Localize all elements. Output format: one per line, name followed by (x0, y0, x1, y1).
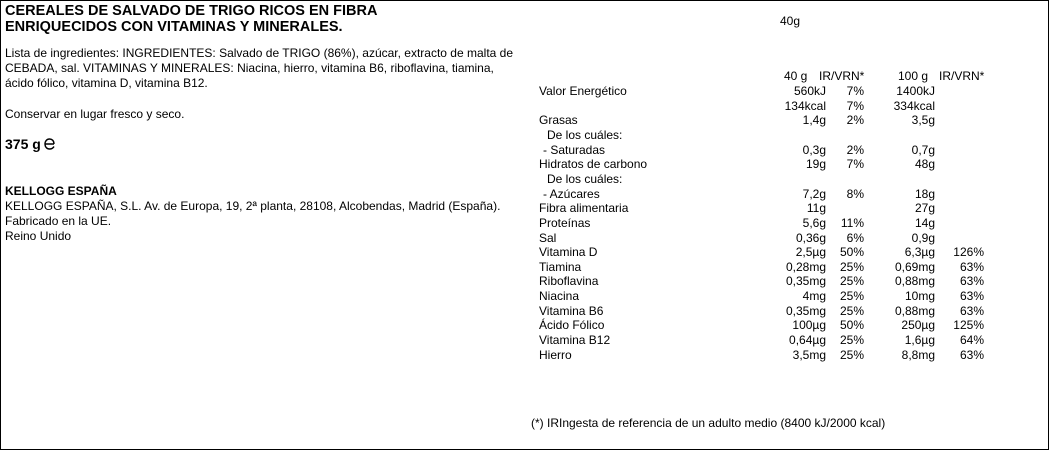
nutrition-row (0, 245, 1049, 259)
nutrient-label: Vitamina B6 (539, 303, 604, 318)
ir-per-40g: 25% (839, 333, 864, 348)
nutrient-label: Grasas (539, 113, 578, 128)
value-per-100g: 250µg (901, 318, 935, 333)
nutrition-row (0, 289, 1049, 303)
nutrient-label: Valor Energético (539, 84, 627, 98)
ir-per-100g: 63% (959, 303, 984, 318)
nutrition-row (0, 84, 1049, 98)
nutrition-row (0, 157, 1049, 171)
ir-per-100g: 64% (959, 333, 984, 348)
ir-per-40g: 11% (840, 215, 864, 230)
value-per-100g: 0,7g (911, 142, 935, 157)
ir-per-40g: 25% (839, 289, 864, 304)
ir-per-100g: 63% (959, 347, 984, 362)
value-per-100g: 6,3µg (904, 245, 935, 260)
value-per-100g: 0,88mg (894, 303, 935, 318)
nutrition-row (0, 128, 1049, 142)
ir-per-40g: 8% (846, 186, 864, 201)
footnote: (*) IRIngesta de referencia de un adulto medio (8400 kJ/2000 kcal) (531, 416, 886, 430)
nutrition-row (0, 274, 1049, 288)
nutrition-row (0, 304, 1049, 318)
ir-per-40g: 25% (839, 274, 864, 289)
value-per-100g: 18g (914, 186, 935, 201)
nutrition-row (0, 201, 1049, 215)
nutrition-row (0, 113, 1049, 127)
value-per-40g: 2,5µg (795, 245, 826, 260)
nutrition-row (0, 216, 1049, 230)
ingredients-line2: CEBADA, sal. VITAMINAS Y MINERALES: Niacina, hierro, vitamina B6, riboflavina, tiamina, (5, 61, 494, 75)
value-per-100g: 14g (914, 215, 935, 230)
made-in: Fabricado en la UE. (5, 214, 112, 228)
header-100g: 100 g (898, 69, 929, 83)
value-per-40g: 1,4g (802, 113, 826, 128)
ingredients-line1: Lista de ingredientes: INGREDIENTES: Salvado de TRIGO (86%), azúcar, extracto de malta de (5, 46, 514, 60)
value-per-40g: 0,36g (795, 230, 826, 245)
nutrient-label: Vitamina B12 (539, 333, 611, 348)
value-per-100g: 0,88mg (894, 274, 935, 289)
ir-per-100g: 125% (953, 318, 984, 333)
ir-per-40g: 7% (846, 98, 864, 113)
product-title-line2: ENRIQUECIDOS CON VITAMINAS Y MINERALES. (5, 19, 343, 35)
header-ir-40g: IR/VRN* (819, 69, 865, 83)
value-per-100g: 27g (914, 201, 935, 216)
ir-per-40g: 25% (839, 303, 864, 318)
ir-per-40g: 7% (846, 157, 864, 172)
serving-label: 40g (780, 14, 801, 28)
value-per-40g: 0,35mg (785, 274, 826, 289)
ir-per-40g: 50% (839, 318, 864, 333)
nutrition-row (0, 333, 1049, 347)
nutrition-row (0, 143, 1049, 157)
net-weight: 375 g (5, 136, 41, 152)
ir-per-40g: 25% (839, 347, 864, 362)
value-per-100g: 8,8mg (901, 347, 935, 362)
ir-per-40g: 25% (839, 259, 864, 274)
nutrition-row (0, 172, 1049, 186)
ir-per-40g: 50% (839, 245, 864, 260)
value-per-40g: 560kJ (793, 84, 826, 98)
value-per-40g: 3,5mg (792, 347, 826, 362)
value-per-40g: 0,64µg (789, 333, 826, 348)
nutrient-label: De los cuáles: (547, 171, 623, 186)
value-per-40g: 0,3g (802, 142, 826, 157)
nutrition-row (0, 231, 1049, 245)
value-per-100g: 3,5g (911, 113, 935, 128)
header-40g: 40 g (784, 69, 808, 83)
ir-per-100g: 63% (959, 289, 984, 304)
value-per-100g: 48g (914, 157, 935, 172)
country: Reino Unido (5, 229, 72, 243)
nutrient-label: De los cuáles: (547, 127, 623, 142)
value-per-40g: 4mg (802, 289, 826, 304)
ir-per-100g: 126% (953, 245, 984, 260)
storage-instructions: Conservar en lugar fresco y seco. (5, 107, 185, 121)
nutrient-label: Riboflavina (539, 274, 599, 289)
nutrient-label: Hierro (539, 347, 572, 362)
manufacturer-address: KELLOGG ESPAÑA, S.L. Av. de Europa, 19, 2ª planta, 28108, Alcobendas, Madrid (España). (5, 199, 501, 213)
nutrient-label: - Azúcares (543, 186, 600, 201)
nutrient-label: Vitamina D (539, 245, 598, 260)
value-per-100g: 0,9g (911, 230, 935, 245)
nutrition-row (0, 318, 1049, 332)
value-per-40g: 0,35mg (785, 303, 826, 318)
value-per-40g: 19g (805, 157, 826, 172)
nutrient-label: Fibra alimentaria (539, 201, 629, 216)
nutrient-label: Hidratos de carbono (539, 157, 648, 172)
value-per-100g: 1400kJ (896, 84, 935, 98)
product-title-line1: CEREALES DE SALVADO DE TRIGO RICOS EN FIBRA (5, 3, 378, 19)
value-per-100g: 1,6µg (904, 333, 935, 348)
ingredients-line3: ácido fólico, vitamina D, vitamina B12. (5, 76, 208, 90)
value-per-40g: 134kcal (784, 98, 826, 113)
value-per-40g: 11g (806, 201, 826, 216)
value-per-100g: 10mg (904, 289, 935, 304)
ir-per-100g: 63% (959, 259, 984, 274)
nutrition-row (0, 187, 1049, 201)
nutrition-row (0, 260, 1049, 274)
header-ir-100g: IR/VRN* (939, 69, 985, 83)
nutrition-row (0, 99, 1049, 113)
nutrient-label: - Saturadas (543, 142, 606, 157)
nutrient-label: Tiamina (539, 259, 582, 274)
nutrient-label: Niacina (539, 289, 580, 304)
value-per-40g: 100µg (792, 318, 826, 333)
value-per-40g: 5,6g (802, 215, 826, 230)
nutrition-row (0, 348, 1049, 362)
ir-per-40g: 6% (846, 230, 864, 245)
value-per-40g: 0,28mg (785, 259, 826, 274)
ir-per-40g: 7% (846, 84, 864, 98)
nutrient-label: Ácido Fólico (539, 318, 605, 333)
value-per-100g: 334kcal (893, 98, 935, 113)
value-per-40g: 7,2g (802, 186, 826, 201)
manufacturer-name: KELLOGG ESPAÑA (5, 184, 117, 198)
ir-per-100g: 63% (959, 274, 984, 289)
ir-per-40g: 2% (846, 142, 864, 157)
value-per-100g: 0,69mg (894, 259, 935, 274)
ir-per-40g: 2% (846, 113, 864, 128)
nutrient-label: Sal (539, 230, 557, 245)
nutrient-label: Proteínas (539, 215, 591, 230)
